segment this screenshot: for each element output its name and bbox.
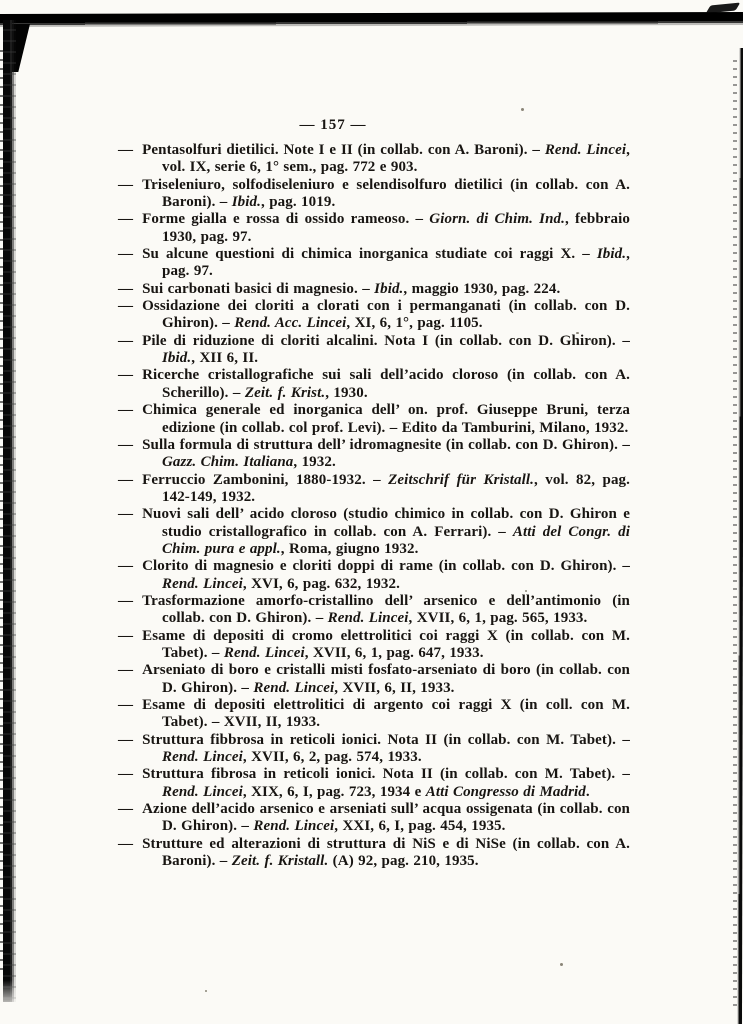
- bibliography-entry: [118, 333, 630, 368]
- entry-text: Pentasolfuri dietilici. Note I e II (in collab. con A. Baroni). –: [142, 142, 545, 158]
- bibliography-entry: [118, 298, 630, 333]
- entry-text: , Roma, giugno 1932.: [280, 540, 419, 557]
- bibliography-entry: [118, 402, 630, 437]
- entry-text: Ossidazione dei cloriti a clorati con i permanganati (in collab. con D. Ghiron). –: [142, 298, 630, 332]
- entry-text: , XVII, 6, 2, pag. 574, 1933.: [242, 749, 422, 766]
- entry-text: , XVII, 6, 1, pag. 565, 1933.: [408, 610, 588, 627]
- scan-artifact-right-speckle: [733, 60, 737, 1010]
- entry-dash-marker: —: [118, 627, 134, 644]
- entry-text: .: [585, 783, 590, 800]
- journal-name: Rend. Lincei: [162, 783, 243, 800]
- journal-name: Atti del Congr. di Chim. pura e appl.: [162, 523, 630, 557]
- bibliography-entry: [118, 177, 630, 212]
- entry-text: Clorito di magnesio e cloriti doppi di rame (in collab. con D. Ghiron). –: [142, 558, 630, 575]
- journal-name: Rend. Lincei: [162, 749, 243, 766]
- scan-artifact-left-fade: [0, 980, 20, 1024]
- scan-speck: [205, 990, 207, 992]
- entry-text: , XII 6, II.: [191, 350, 259, 367]
- bibliography-list: [118, 142, 630, 870]
- bibliography-entry: [118, 437, 630, 472]
- entry-text: , XXI, 6, I, pag. 454, 1935.: [334, 818, 506, 835]
- bibliography-entry: [118, 662, 630, 697]
- entry-text: , 1930.: [325, 384, 368, 401]
- entry-text: Ricerche cristallografiche sui sali dell’acido cloroso (in collab. con A. Scherillo). –: [142, 367, 630, 401]
- bibliography-entry: [118, 558, 630, 593]
- entry-dash-marker: —: [118, 280, 134, 297]
- entry-dash-marker: —: [118, 471, 134, 488]
- entry-dash-marker: —: [118, 731, 134, 748]
- bibliography-entry: [118, 281, 630, 298]
- bibliography-entry: [118, 697, 630, 732]
- entry-text: , maggio 1930, pag. 224.: [403, 280, 561, 297]
- entry-text: , febbraio 1930, pag. 97.: [162, 211, 630, 245]
- journal-name: Zeit. f. Krist.: [244, 384, 326, 401]
- bibliography-entry: [118, 801, 630, 836]
- entry-text: Esame di depositi di cromo elettrolitici coi raggi X (in collab. con M. Tabet). –: [142, 627, 630, 661]
- entry-text: Triseleniuro, solfodiseleniuro e selendisolfuro dietilici (in collab. con A. Baroni). –: [142, 176, 630, 211]
- entry-text: , vol. 82, pag. 142-149, 1932.: [162, 471, 631, 505]
- entry-text: Pile di riduzione di cloriti alcalini. Nota I (in collab. con D. Ghiron). –: [142, 332, 630, 349]
- entry-dash-marker: —: [118, 766, 134, 783]
- journal-name: Ibid.: [374, 280, 404, 297]
- entry-text: Arseniato di boro e cristalli misti fosfato-arseniato di boro (in collab. con D. Ghiron). –: [142, 662, 630, 696]
- bibliography-entry: [118, 628, 630, 663]
- entry-dash-marker: —: [118, 558, 134, 575]
- entry-text: , pag. 1019.: [261, 194, 336, 211]
- entry-text: Forme gialla e rossa di ossido rameoso. –: [142, 211, 430, 228]
- entry-text: Sulla formula di struttura dell’ idromagnesite (in collab. con D. Ghiron). –: [142, 436, 630, 453]
- scan-artifact-left-edge: [3, 20, 16, 1002]
- entry-dash-marker: —: [118, 176, 134, 193]
- entry-dash-marker: —: [118, 506, 134, 523]
- entry-text: , XVII, 6, 1, pag. 647, 1933.: [304, 644, 484, 661]
- scan-artifact-top-edge: [0, 12, 743, 27]
- entry-text: , XIX, 6, I, pag. 723, 1934 e: [242, 783, 426, 800]
- entry-text: (A) 92, pag. 210, 1935.: [328, 853, 479, 870]
- entry-text: , pag. 97.: [162, 246, 630, 280]
- bibliography-entry: [118, 766, 630, 801]
- entry-dash-marker: —: [118, 835, 134, 852]
- journal-name: Ibid.: [162, 350, 192, 367]
- bibliography-entry: [118, 593, 630, 628]
- bibliography-entry: [118, 246, 630, 281]
- entry-text: , XVII, 6, II, 1933.: [334, 679, 455, 696]
- journal-name: Rend. Lincei: [327, 610, 409, 627]
- entry-text: , XI, 6, 1°, pag. 1105.: [346, 315, 483, 332]
- entry-dash-marker: —: [118, 332, 134, 349]
- bibliography-entry: [118, 836, 630, 871]
- journal-name: Rend. Lincei: [544, 142, 627, 158]
- entry-dash-marker: —: [118, 298, 134, 315]
- journal-name: Zeitschrif für Kristall.: [388, 471, 534, 488]
- bibliography-entry: [118, 472, 630, 507]
- entry-dash-marker: —: [118, 246, 134, 263]
- entry-text: , 1932.: [293, 454, 336, 471]
- entry-text: Ferruccio Zambonini, 1880-1932. –: [142, 471, 389, 488]
- entry-text: Su alcune questioni di chimica inorganica studiate coi raggi X. –: [142, 246, 597, 263]
- journal-name: Rend. Lincei: [253, 679, 335, 696]
- entry-text: Sui carbonati basici di magnesio. –: [142, 280, 375, 297]
- bibliography-entry: [118, 211, 630, 246]
- entry-dash-marker: —: [118, 592, 134, 609]
- entry-text: , vol. IX, serie 6, 1° sem., pag. 772 e 903.: [162, 142, 630, 176]
- entry-dash-marker: —: [118, 662, 134, 679]
- journal-name: Ibid.: [231, 194, 262, 211]
- entry-dash-marker: —: [118, 142, 134, 158]
- entry-dash-marker: —: [118, 801, 134, 818]
- page-number-header: — 157 —: [299, 117, 367, 133]
- bibliography-entry: [118, 142, 630, 177]
- journal-name: Atti Congresso di Madrid: [425, 783, 586, 800]
- entry-dash-marker: —: [118, 367, 134, 384]
- journal-name: Rend. Acc. Lincei: [234, 315, 347, 332]
- bibliography-entry: [118, 732, 630, 767]
- entry-text: Chimica generale ed inorganica dell’ on. prof. Giuseppe Bruni, terza edizione (in collab. col prof. Levi). – Edito da Tamburini, Milano, 1932.: [142, 402, 630, 436]
- bibliography-entry: [118, 367, 630, 402]
- scan-speck: [560, 963, 563, 966]
- entry-text: Strutture ed alterazioni di struttura di NiS e di NiSe (in collab. con A. Baroni). –: [142, 835, 630, 870]
- journal-name: Rend. Lincei: [253, 818, 335, 835]
- entry-dash-marker: —: [118, 402, 134, 419]
- journal-name: Rend. Lincei: [223, 644, 305, 661]
- entry-dash-marker: —: [118, 436, 134, 453]
- journal-name: Giorn. di Chim. Ind.: [429, 211, 565, 228]
- entry-text: Azione dell’acido arsenico e arseniati sull’ acqua ossigenata (in collab. con D. Ghiron). –: [142, 801, 630, 835]
- scan-artifact-left-speckle: [0, 50, 3, 970]
- scan-speck: [521, 108, 524, 111]
- entry-text: Struttura fibbrosa in reticoli ionici. Nota II (in collab. con M. Tabet). –: [142, 731, 630, 748]
- journal-name: Gazz. Chim. Italiana: [162, 454, 294, 471]
- journal-name: Ibid.: [596, 246, 627, 263]
- entry-dash-marker: —: [118, 697, 134, 713]
- journal-name: Rend. Lincei: [162, 575, 243, 592]
- entry-text: Nuovi sali dell’ acido cloroso (studio chimico in collab. con D. Ghiron e studio cristallografico in collab. con A. Ferrari). –: [142, 506, 630, 540]
- scan-artifact-right-edge: [737, 48, 743, 1024]
- entry-text: Struttura fibrosa in reticoli ionici. Nota II (in collab. con M. Tabet). –: [142, 766, 630, 783]
- entry-text: Esame di depositi elettrolitici di argento coi raggi X (in coll. con M. Tabet). – XVII, II, 1933.: [142, 697, 630, 731]
- entry-text: , XVI, 6, pag. 632, 1932.: [242, 575, 400, 592]
- entry-text: Trasformazione amorfo-cristallino dell’ arsenico e dell’antimonio (in collab. con D. Ghiron). –: [142, 592, 630, 627]
- journal-name: Zeit. f. Kristall.: [231, 853, 329, 870]
- bibliography-entry: [118, 506, 630, 558]
- entry-dash-marker: —: [118, 211, 134, 228]
